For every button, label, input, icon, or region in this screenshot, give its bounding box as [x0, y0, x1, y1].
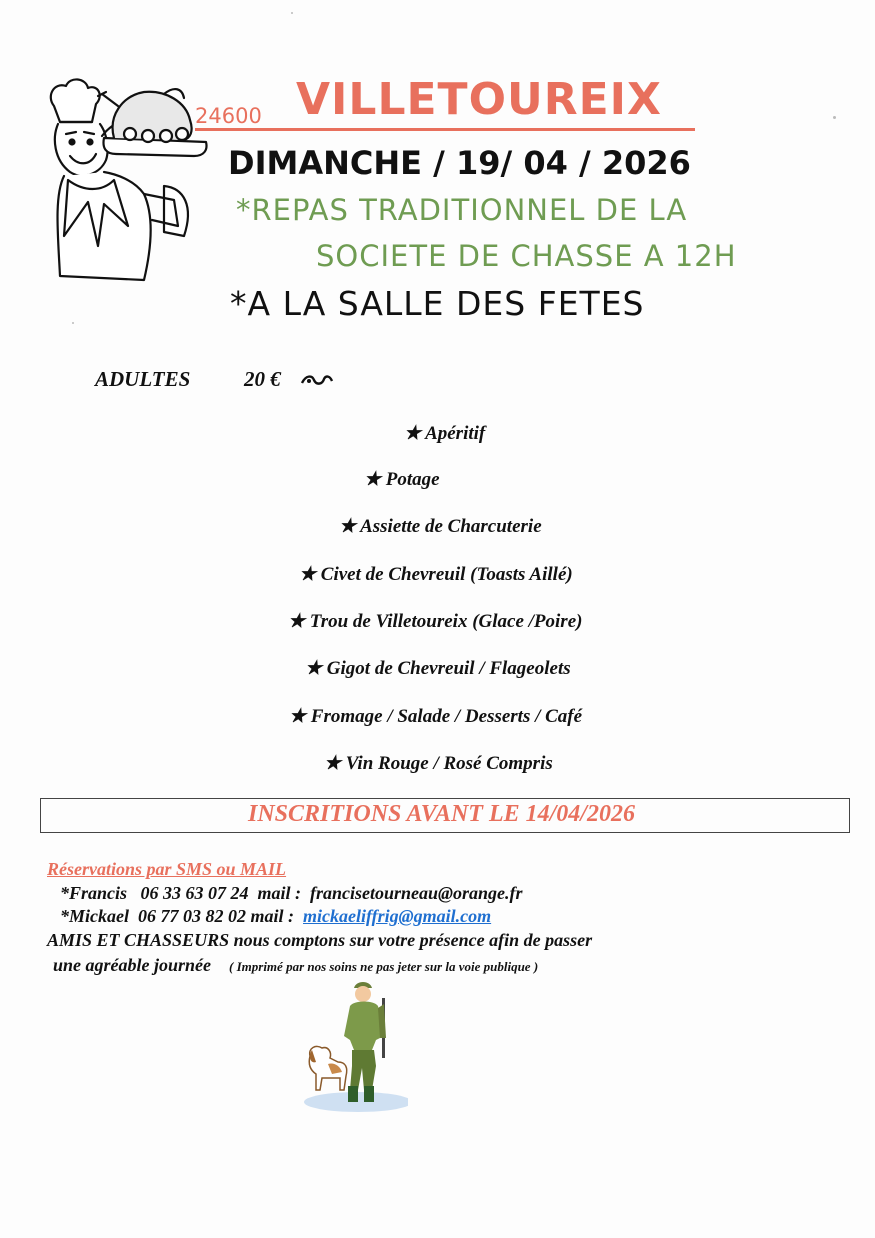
- email-link[interactable]: mickaeliffrig@gmail.com: [303, 906, 492, 926]
- menu-item: ★ Assiette de Charcuterie: [339, 516, 542, 537]
- scan-speck: [72, 322, 74, 324]
- email-address: francisetourneau@orange.fr: [310, 883, 523, 903]
- scan-speck: [833, 116, 836, 119]
- menu-item: ★ Apéritif: [404, 423, 486, 444]
- hunter-dog-illustration: [298, 978, 408, 1114]
- phone-number: 06 77 03 82 02: [138, 906, 246, 926]
- menu-item: ★ Vin Rouge / Rosé Compris: [324, 753, 553, 774]
- menu-item: ★ Fromage / Salade / Desserts / Café: [289, 706, 583, 727]
- closing-line1: AMIS ET CHASSEURS nous comptons sur votre présence afin de passer: [47, 930, 593, 950]
- contact-mickael: *Mickael 06 77 03 82 02 mail : mickaeliffrig@gmail.com: [60, 906, 492, 926]
- deadline-text: INSCRITIONS AVANT LE 14/04/2026: [248, 801, 635, 827]
- chef-illustration: [44, 76, 209, 284]
- reservations-title: Réservations par SMS ou MAIL: [47, 859, 287, 879]
- title-underline: [195, 128, 695, 131]
- menu-item: ★ Gigot de Chevreuil / Flageolets: [305, 658, 571, 679]
- closing-line2: une agréable journée ( Imprimé par nos soins ne pas jeter sur la voie publique ): [53, 955, 539, 975]
- contact-francis: *Francis 06 33 63 07 24 mail : francisetourneau@orange.fr: [60, 883, 523, 903]
- event-date: DIMANCHE / 19/ 04 / 2026: [228, 144, 691, 182]
- star-icon: ★: [404, 423, 426, 444]
- price-label: ADULTES: [95, 367, 191, 391]
- print-note: ( Imprimé par nos soins ne pas jeter sur la voie publique ): [229, 959, 539, 974]
- event-title-line2: SOCIETE DE CHASSE A 12H: [316, 239, 737, 273]
- event-title-line1: *REPAS TRADITIONNEL DE LA: [236, 193, 688, 227]
- event-venue: *A LA SALLE DES FETES: [230, 284, 645, 323]
- menu-item: ★ Civet de Chevreuil (Toasts Aillé): [299, 564, 573, 585]
- star-icon: ★: [299, 564, 321, 585]
- menu-item: ★ Potage: [364, 469, 440, 490]
- star-icon: ★: [288, 611, 310, 632]
- star-icon: ★: [289, 706, 311, 727]
- scan-speck: [291, 12, 293, 14]
- star-icon: ★: [324, 753, 346, 774]
- postal-code: 24600: [195, 104, 262, 128]
- star-icon: ★: [364, 469, 386, 490]
- star-icon: ★: [305, 658, 327, 679]
- town-title: VILLETOUREIX: [296, 74, 662, 125]
- menu-item: ★ Trou de Villetoureix (Glace /Poire): [288, 611, 583, 632]
- price-value: 20 €: [244, 367, 281, 391]
- ornament-icon: [300, 373, 334, 387]
- star-icon: ★: [339, 516, 361, 537]
- phone-number: 06 33 63 07 24: [140, 883, 249, 903]
